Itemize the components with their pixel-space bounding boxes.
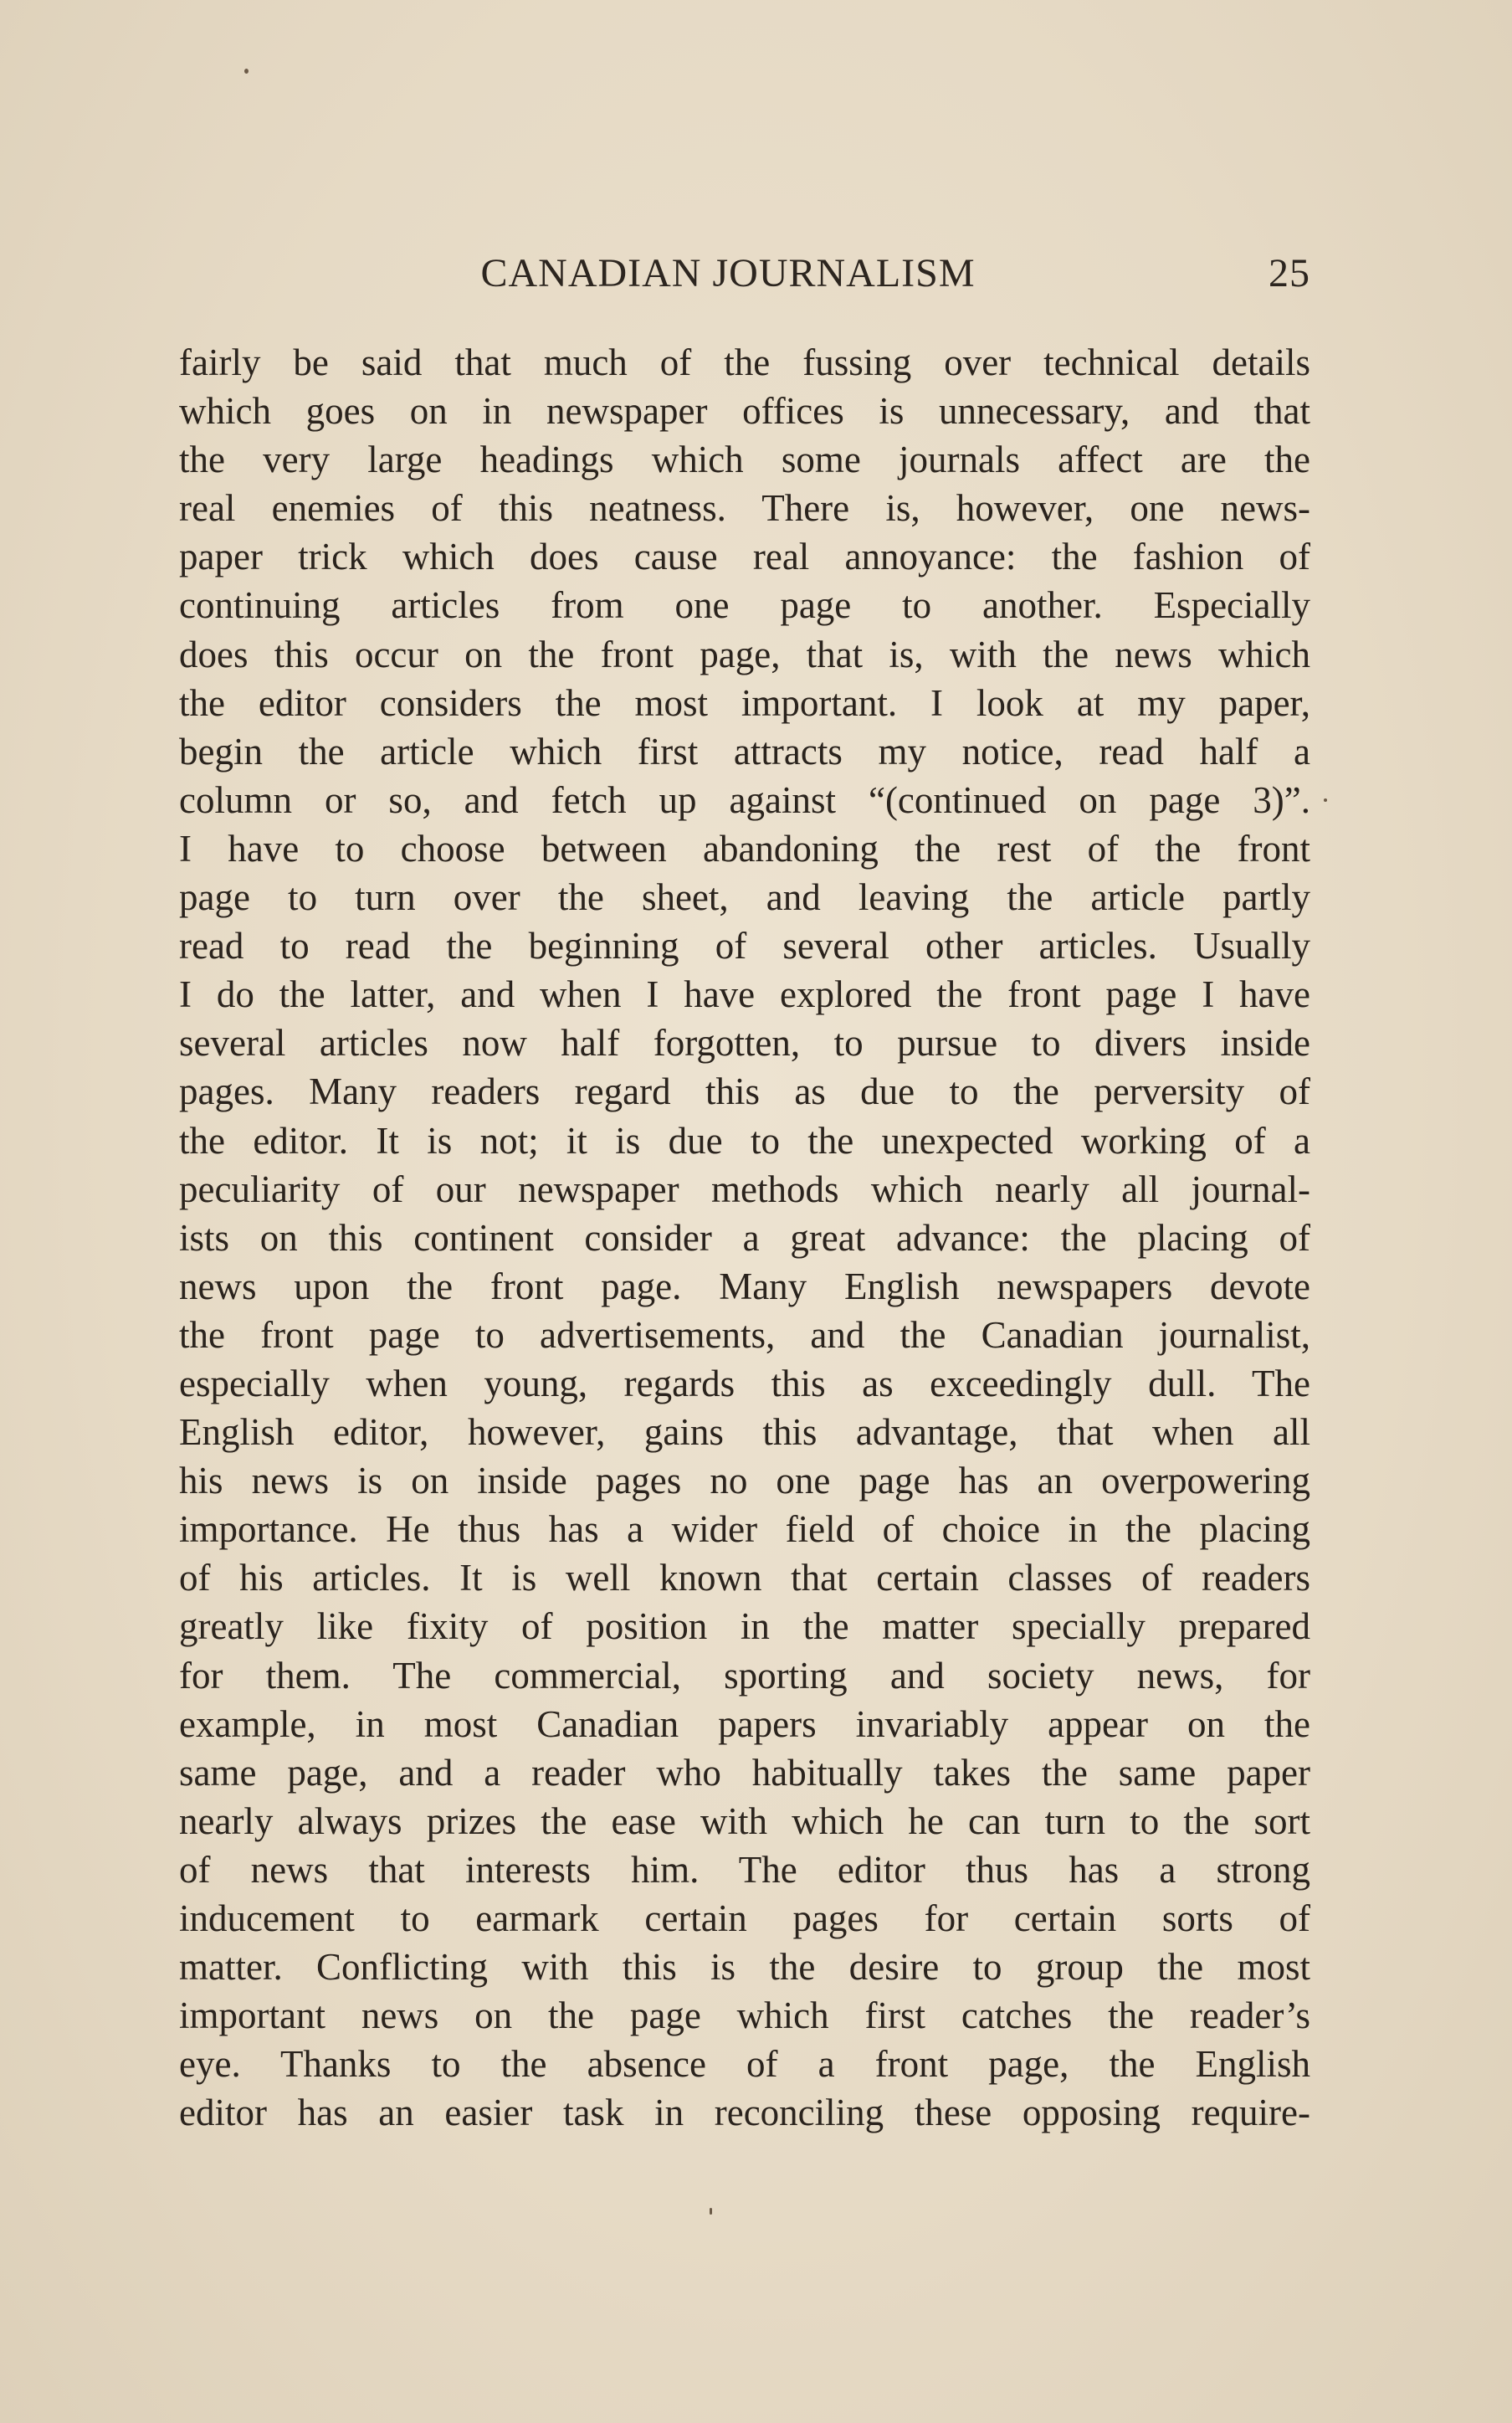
text-line: for them. The commercial, sporting and society news, for	[179, 1654, 1310, 1697]
text-line: continuing articles from one page to another. Especially	[179, 584, 1310, 627]
text-line: ists on this continent consider a great advance: the placing of	[179, 1216, 1310, 1259]
text-line: real enemies of this neatness. There is, however, one news-	[179, 487, 1310, 530]
paper-speck	[244, 69, 249, 74]
page-number: 25	[1269, 251, 1310, 295]
text-line: which goes on in newspaper offices is unnecessary, and that	[179, 390, 1310, 433]
text-line: English editor, however, gains this advantage, that when all	[179, 1411, 1310, 1454]
text-line: news upon the front page. Many English newspapers devote	[179, 1265, 1310, 1307]
paper-speck	[1324, 798, 1327, 802]
text-line: the very large headings which some journals affect are the	[179, 439, 1310, 481]
text-line: his news is on inside pages no one page has an overpowering	[179, 1460, 1310, 1502]
running-title: CANADIAN JOURNALISM	[480, 251, 976, 295]
body-text	[179, 338, 1310, 2137]
text-line: of news that interests him. The editor thus has a strong	[179, 1848, 1310, 1891]
text-line: example, in most Canadian papers invariably appear on the	[179, 1702, 1310, 1745]
text-line: paper trick which does cause real annoyance: the fashion of	[179, 536, 1310, 578]
text-line: the editor. It is not; it is due to the unexpected working of a	[179, 1119, 1310, 1162]
running-head	[179, 244, 1310, 303]
text-line: read to read the beginning of several other articles. Usually	[179, 925, 1310, 968]
text-line: matter. Conflicting with this is the desire to group the most	[179, 1946, 1310, 1989]
text-line: editor has an easier task in reconciling these opposing require-	[179, 2092, 1310, 2134]
text-line: peculiarity of our newspaper methods which nearly all journal-	[179, 1168, 1310, 1210]
text-line: nearly always prizes the ease with which he can turn to the sort	[179, 1799, 1310, 1842]
text-line: does this occur on the front page, that is, with the news which	[179, 633, 1310, 675]
text-line: inducement to earmark certain pages for certain sorts of	[179, 1897, 1310, 1939]
text-line: the editor considers the most important. I look at my paper,	[179, 681, 1310, 724]
text-line: begin the article which first attracts my notice, read half a	[179, 730, 1310, 773]
text-line: pages. Many readers regard this as due to the perversity of	[179, 1070, 1310, 1113]
text-line: eye. Thanks to the absence of a front page, the English	[179, 2043, 1310, 2086]
text-line: several articles now half forgotten, to pursue to divers inside	[179, 1022, 1310, 1065]
paper-speck	[710, 2208, 712, 2215]
text-line: of his articles. It is well known that certain classes of readers	[179, 1557, 1310, 1599]
text-line: page to turn over the sheet, and leaving the article partly	[179, 876, 1310, 919]
text-line: especially when young, regards this as exceedingly dull. The	[179, 1362, 1310, 1404]
text-line: the front page to advertisements, and the Canadian journalist,	[179, 1313, 1310, 1356]
text-line: I do the latter, and when I have explored the front page I have	[179, 973, 1310, 1016]
text-line: greatly like fixity of position in the matter specially prepared	[179, 1605, 1310, 1648]
text-line: column or so, and fetch up against “(continued on page 3)”.	[179, 778, 1310, 821]
text-line: same page, and a reader who habitually takes the same paper	[179, 1751, 1310, 1794]
text-line: important news on the page which first catches the reader’s	[179, 1994, 1310, 2037]
text-line: I have to choose between abandoning the rest of the front	[179, 827, 1310, 870]
text-line: fairly be said that much of the fussing over technical details	[179, 341, 1310, 383]
text-line: importance. He thus has a wider field of choice in the placing	[179, 1508, 1310, 1551]
